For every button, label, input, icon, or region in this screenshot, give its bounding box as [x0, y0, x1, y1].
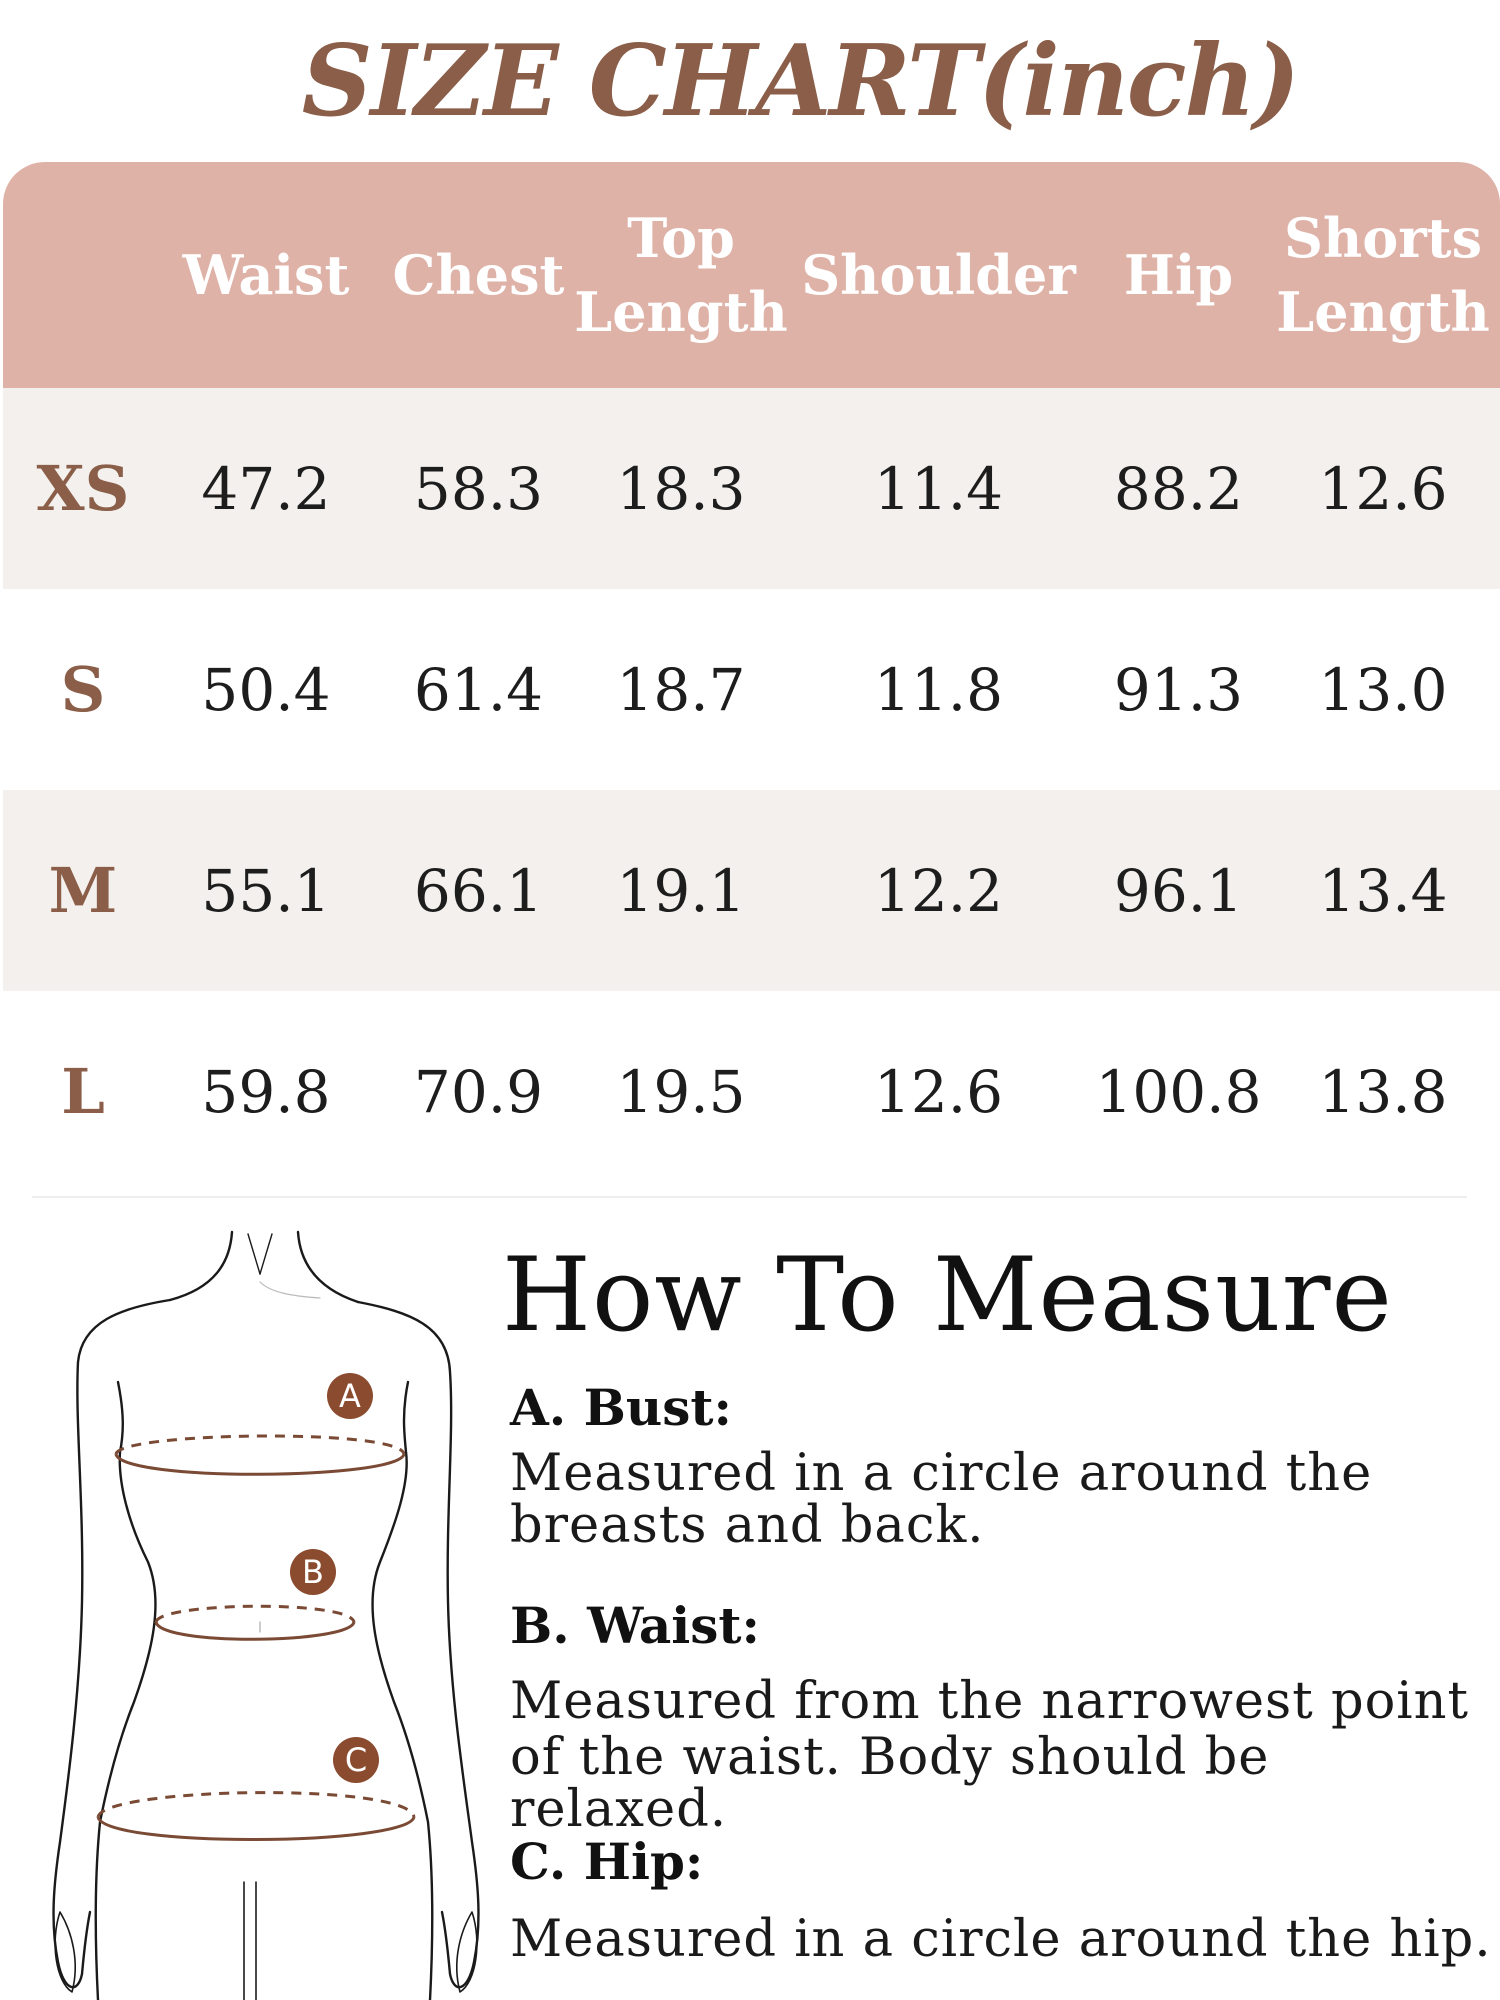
table-row: [3, 589, 1500, 790]
cell-top-length: 18.3: [616, 454, 746, 523]
cell-shoulder: 12.2: [873, 856, 1004, 925]
cell-top-length: 19.1: [616, 856, 746, 925]
waist-measure-line: [156, 1606, 354, 1639]
marker-c: [333, 1737, 379, 1783]
cell-waist: 59.8: [201, 1057, 331, 1126]
body-outline-icon: [54, 1232, 479, 2000]
cell-shorts-length: 13.8: [1318, 1057, 1448, 1126]
cell-shorts-length: 12.6: [1318, 454, 1448, 523]
table-header: [3, 162, 1500, 388]
column-header-top-length: Top Length: [574, 206, 788, 344]
column-header-waist: Waist: [182, 243, 350, 307]
hip-measure-line: [98, 1793, 414, 1840]
cell-waist: 47.2: [201, 454, 331, 523]
cell-shoulder: 11.8: [873, 655, 1004, 724]
cell-hip: 91.3: [1113, 655, 1244, 724]
cell-hip: 96.1: [1113, 856, 1244, 925]
table-row: [3, 991, 1500, 1192]
page-title: SIZE CHART(inch): [301, 24, 1299, 139]
body-measurement-figure: [20, 1222, 500, 2000]
waist-description: Measured from the narrowest point of the waist. Body should be relaxed.: [510, 1672, 1469, 1839]
size-label: S: [60, 653, 106, 726]
bust-title: A. Bust:: [510, 1378, 732, 1437]
column-header-shoulder: Shoulder: [801, 243, 1076, 307]
cell-hip: 100.8: [1095, 1057, 1262, 1126]
marker-a: [327, 1373, 373, 1419]
cell-waist: 50.4: [201, 655, 331, 724]
column-header-shorts-length: Shorts Length: [1276, 206, 1490, 344]
size-label: XS: [36, 452, 130, 525]
bust-description: Measured in a circle around the breasts and back.: [510, 1444, 1373, 1555]
cell-shoulder: 12.6: [873, 1057, 1004, 1126]
cell-chest: 61.4: [413, 655, 544, 724]
cell-shoulder: 11.4: [873, 454, 1004, 523]
section-divider: [32, 1196, 1467, 1198]
bust-measure-line: [116, 1436, 404, 1474]
svg-text:B: B: [302, 1553, 324, 1591]
cell-shorts-length: 13.0: [1318, 655, 1448, 724]
table-row: [3, 388, 1500, 589]
cell-chest: 58.3: [413, 454, 544, 523]
cell-waist: 55.1: [201, 856, 331, 925]
hip-title: C. Hip:: [510, 1832, 704, 1891]
size-chart-table: [3, 162, 1500, 1192]
svg-text:C: C: [344, 1741, 368, 1779]
cell-hip: 88.2: [1113, 454, 1244, 523]
table-row: [3, 790, 1500, 991]
svg-text:A: A: [339, 1377, 361, 1415]
cell-top-length: 19.5: [616, 1057, 746, 1126]
size-label: M: [48, 854, 118, 927]
size-label: L: [61, 1055, 105, 1128]
cell-top-length: 18.7: [616, 655, 746, 724]
waist-title: B. Waist:: [510, 1596, 760, 1655]
how-to-measure-heading: How To Measure: [502, 1236, 1393, 1355]
cell-chest: 66.1: [413, 856, 544, 925]
cell-shorts-length: 13.4: [1318, 856, 1448, 925]
column-header-hip: Hip: [1123, 243, 1234, 307]
hip-description: Measured in a circle around the hip.: [510, 1910, 1492, 1969]
cell-chest: 70.9: [413, 1057, 544, 1126]
column-header-chest: Chest: [392, 243, 565, 307]
marker-b: [290, 1549, 336, 1595]
